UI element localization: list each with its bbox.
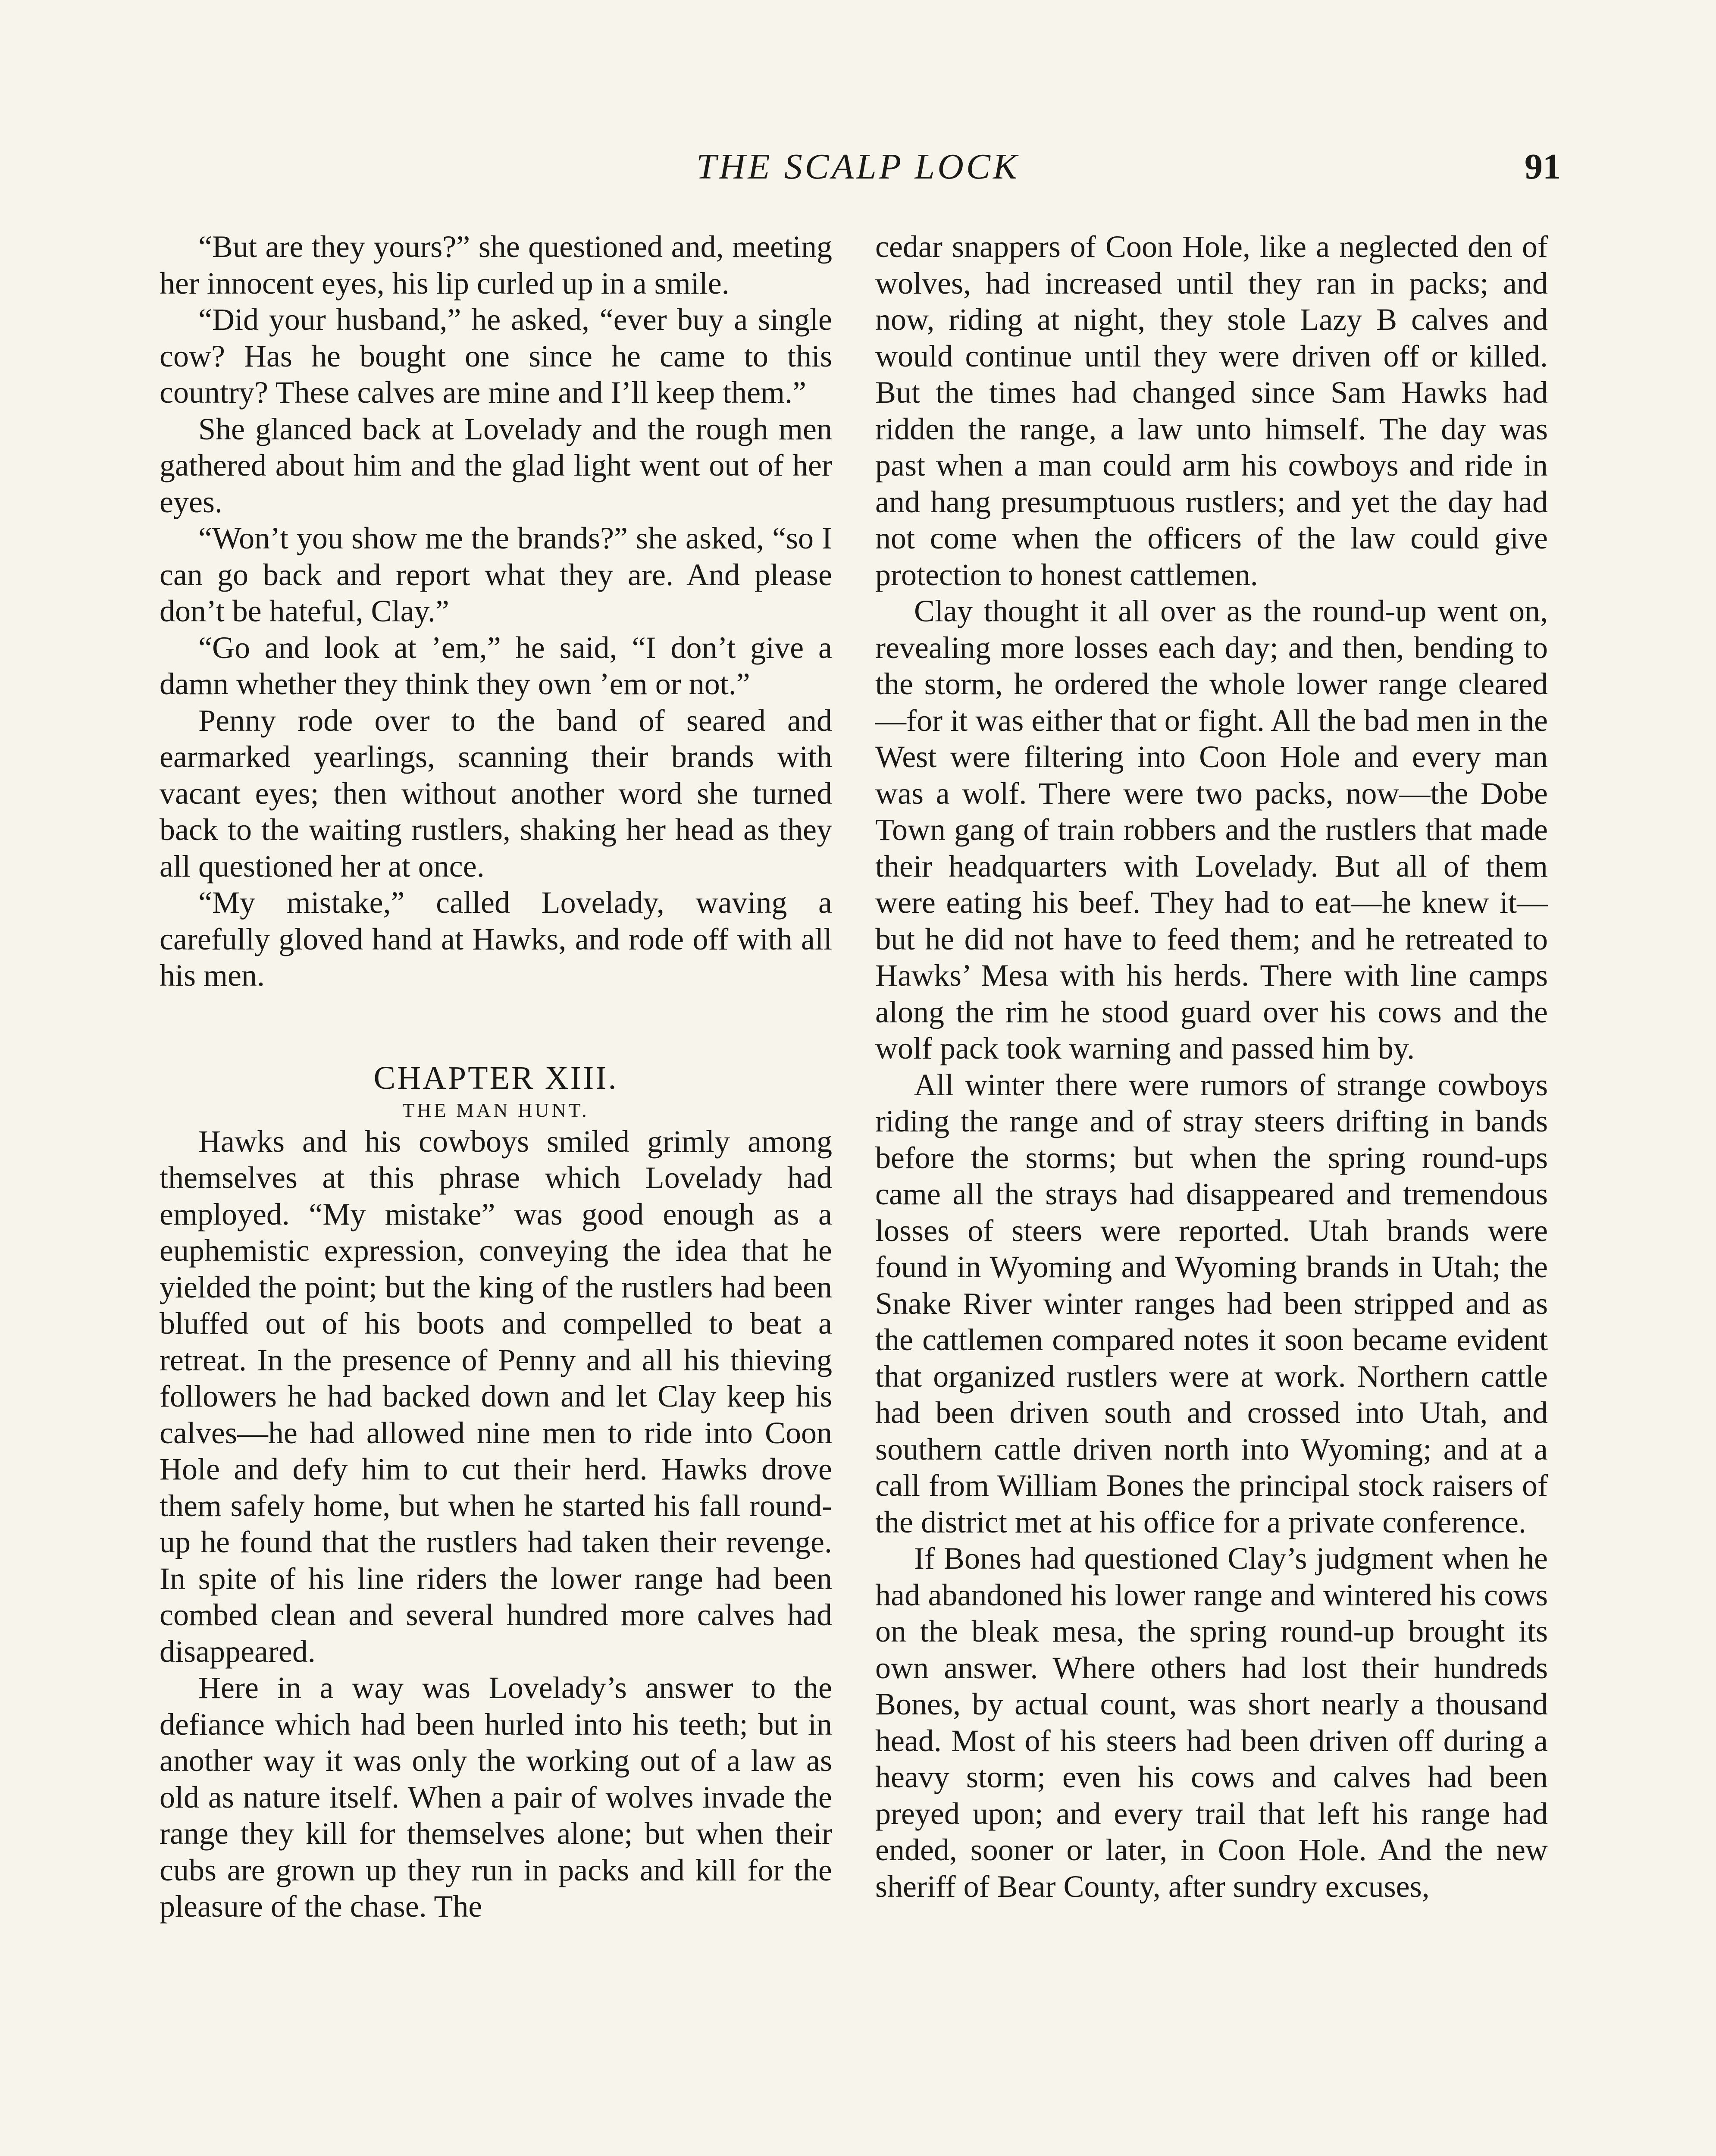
paragraph: She glanced back at Lovelady and the rough men gathered about him and the glad light went out of her eyes. — [160, 411, 832, 519]
paragraph: Here in a way was Lovelady’s answer to the defiance which had been hurled into his teeth; but in another way it was only the working out of a law as old as nature itself. When a pair of wolves invade the range they kill for themselves alone; but when their cubs are grown up they run in packs and kill for the pleasure of the chase. The — [160, 1670, 832, 1924]
paragraph: If Bones had questioned Clay’s judgment when he had abandoned his lower range and wintered his cows on the bleak mesa, the spring round-up brought its own answer. Where others had lost their hundreds Bones, by actual count, was short nearly a thousand head. Most of his steers had been driven off during a heavy storm; even his cows and calves had been preyed upon; and every trail that left his range had ended, sooner or later, in Coon Hole. And the new sheriff of Bear County, after sundry excuses, — [875, 1541, 1548, 1904]
right-column — [875, 229, 1548, 1905]
left-column — [160, 229, 832, 1925]
paragraph: “Did your husband,” he asked, “ever buy a single cow? Has he bought one since he came to this country? These calves are mine and I’ll keep them.” — [160, 302, 832, 410]
paragraph: Hawks and his cowboys smiled grimly among themselves at this phrase which Lovelady had employed. “My mistake” was good enough as a euphemistic expression, conveying the idea that he yielded the point; but the king of the rustlers had been bluffed out of his boots and compelled to beat a retreat. In the presence of Penny and all his thieving followers he had backed down and let Clay keep his calves—he had allowed nine men to ride into Coon Hole and defy him to cut their herd. Hawks drove them safely home, but when he started his fall round-up he found that the rustlers had taken their revenge. In spite of his line riders the lower range had been combed clean and several hundred more calves had disappeared. — [160, 1124, 832, 1669]
paragraph: “But are they yours?” she questioned and, meeting her innocent eyes, his lip curled up in a smile. — [160, 229, 832, 301]
paragraph: “Go and look at ’em,” he said, “I don’t give a damn whether they think they own ’em or not.” — [160, 630, 832, 701]
paragraph: cedar snappers of Coon Hole, like a neglected den of wolves, had increased until they ran in packs; and now, riding at night, they stole Lazy B calves and would continue until they were driven off or killed. But the times had changed since Sam Hawks had ridden the range, a law unto himself. The day was past when a man could arm his cowboys and ride in and hang presumptuous rustlers; and yet the day had not come when the officers of the law could give protection to honest cattlemen. — [875, 229, 1548, 592]
paragraph: “My mistake,” called Lovelady, waving a carefully gloved hand at Hawks, and rode off with all his men. — [160, 885, 832, 993]
running-title: THE SCALP LOCK — [696, 147, 1020, 187]
paragraph: All winter there were rumors of strange cowboys riding the range and of stray steers drifting in bands before the storms; but when the spring round-ups came all the strays had disappeared and tremendous losses of steers were reported. Utah brands were found in Wyoming and Wyoming brands in Utah; the Snake River winter ranges had been stripped and as the cattlemen compared notes it soon became evident that organized rustlers were at work. Northern cattle had been driven south and crossed into Utah, and southern cattle driven north into Wyoming; and at a call from William Bones the principal stock raisers of the district met at his office for a private conference. — [875, 1067, 1548, 1539]
page-header — [0, 146, 1716, 202]
page-number: 91 — [1525, 147, 1561, 187]
paragraph: Clay thought it all over as the round-up went on, revealing more losses each day; and then, bending to the storm, he ordered the whole lower range cleared—for it was either that or fight. All the bad men in the West were filtering into Coon Hole and every man was a wolf. There were two packs, now—the Dobe Town gang of train robbers and the rustlers that made their headquarters with Lovelady. But all of them were eating his beef. They had to eat—he knew it—but he did not have to feed them; and he retreated to Hawks’ Mesa with his herds. There with line camps along the rim he stood guard over his cows and the wolf pack took warning and passed him by. — [875, 594, 1548, 1065]
paragraph: Penny rode over to the band of seared and earmarked yearlings, scanning their brands with vacant eyes; then without another word she turned back to the waiting rustlers, shaking her head as they all questioned her at once. — [160, 703, 832, 884]
chapter-heading — [160, 1059, 832, 1123]
paragraph: “Won’t you show me the brands?” she asked, “so I can go back and report what they are. And please don’t be hateful, Clay.” — [160, 521, 832, 628]
chapter-title: CHAPTER XIII. — [373, 1059, 618, 1096]
chapter-subtitle: THE MAN HUNT. — [402, 1099, 589, 1121]
